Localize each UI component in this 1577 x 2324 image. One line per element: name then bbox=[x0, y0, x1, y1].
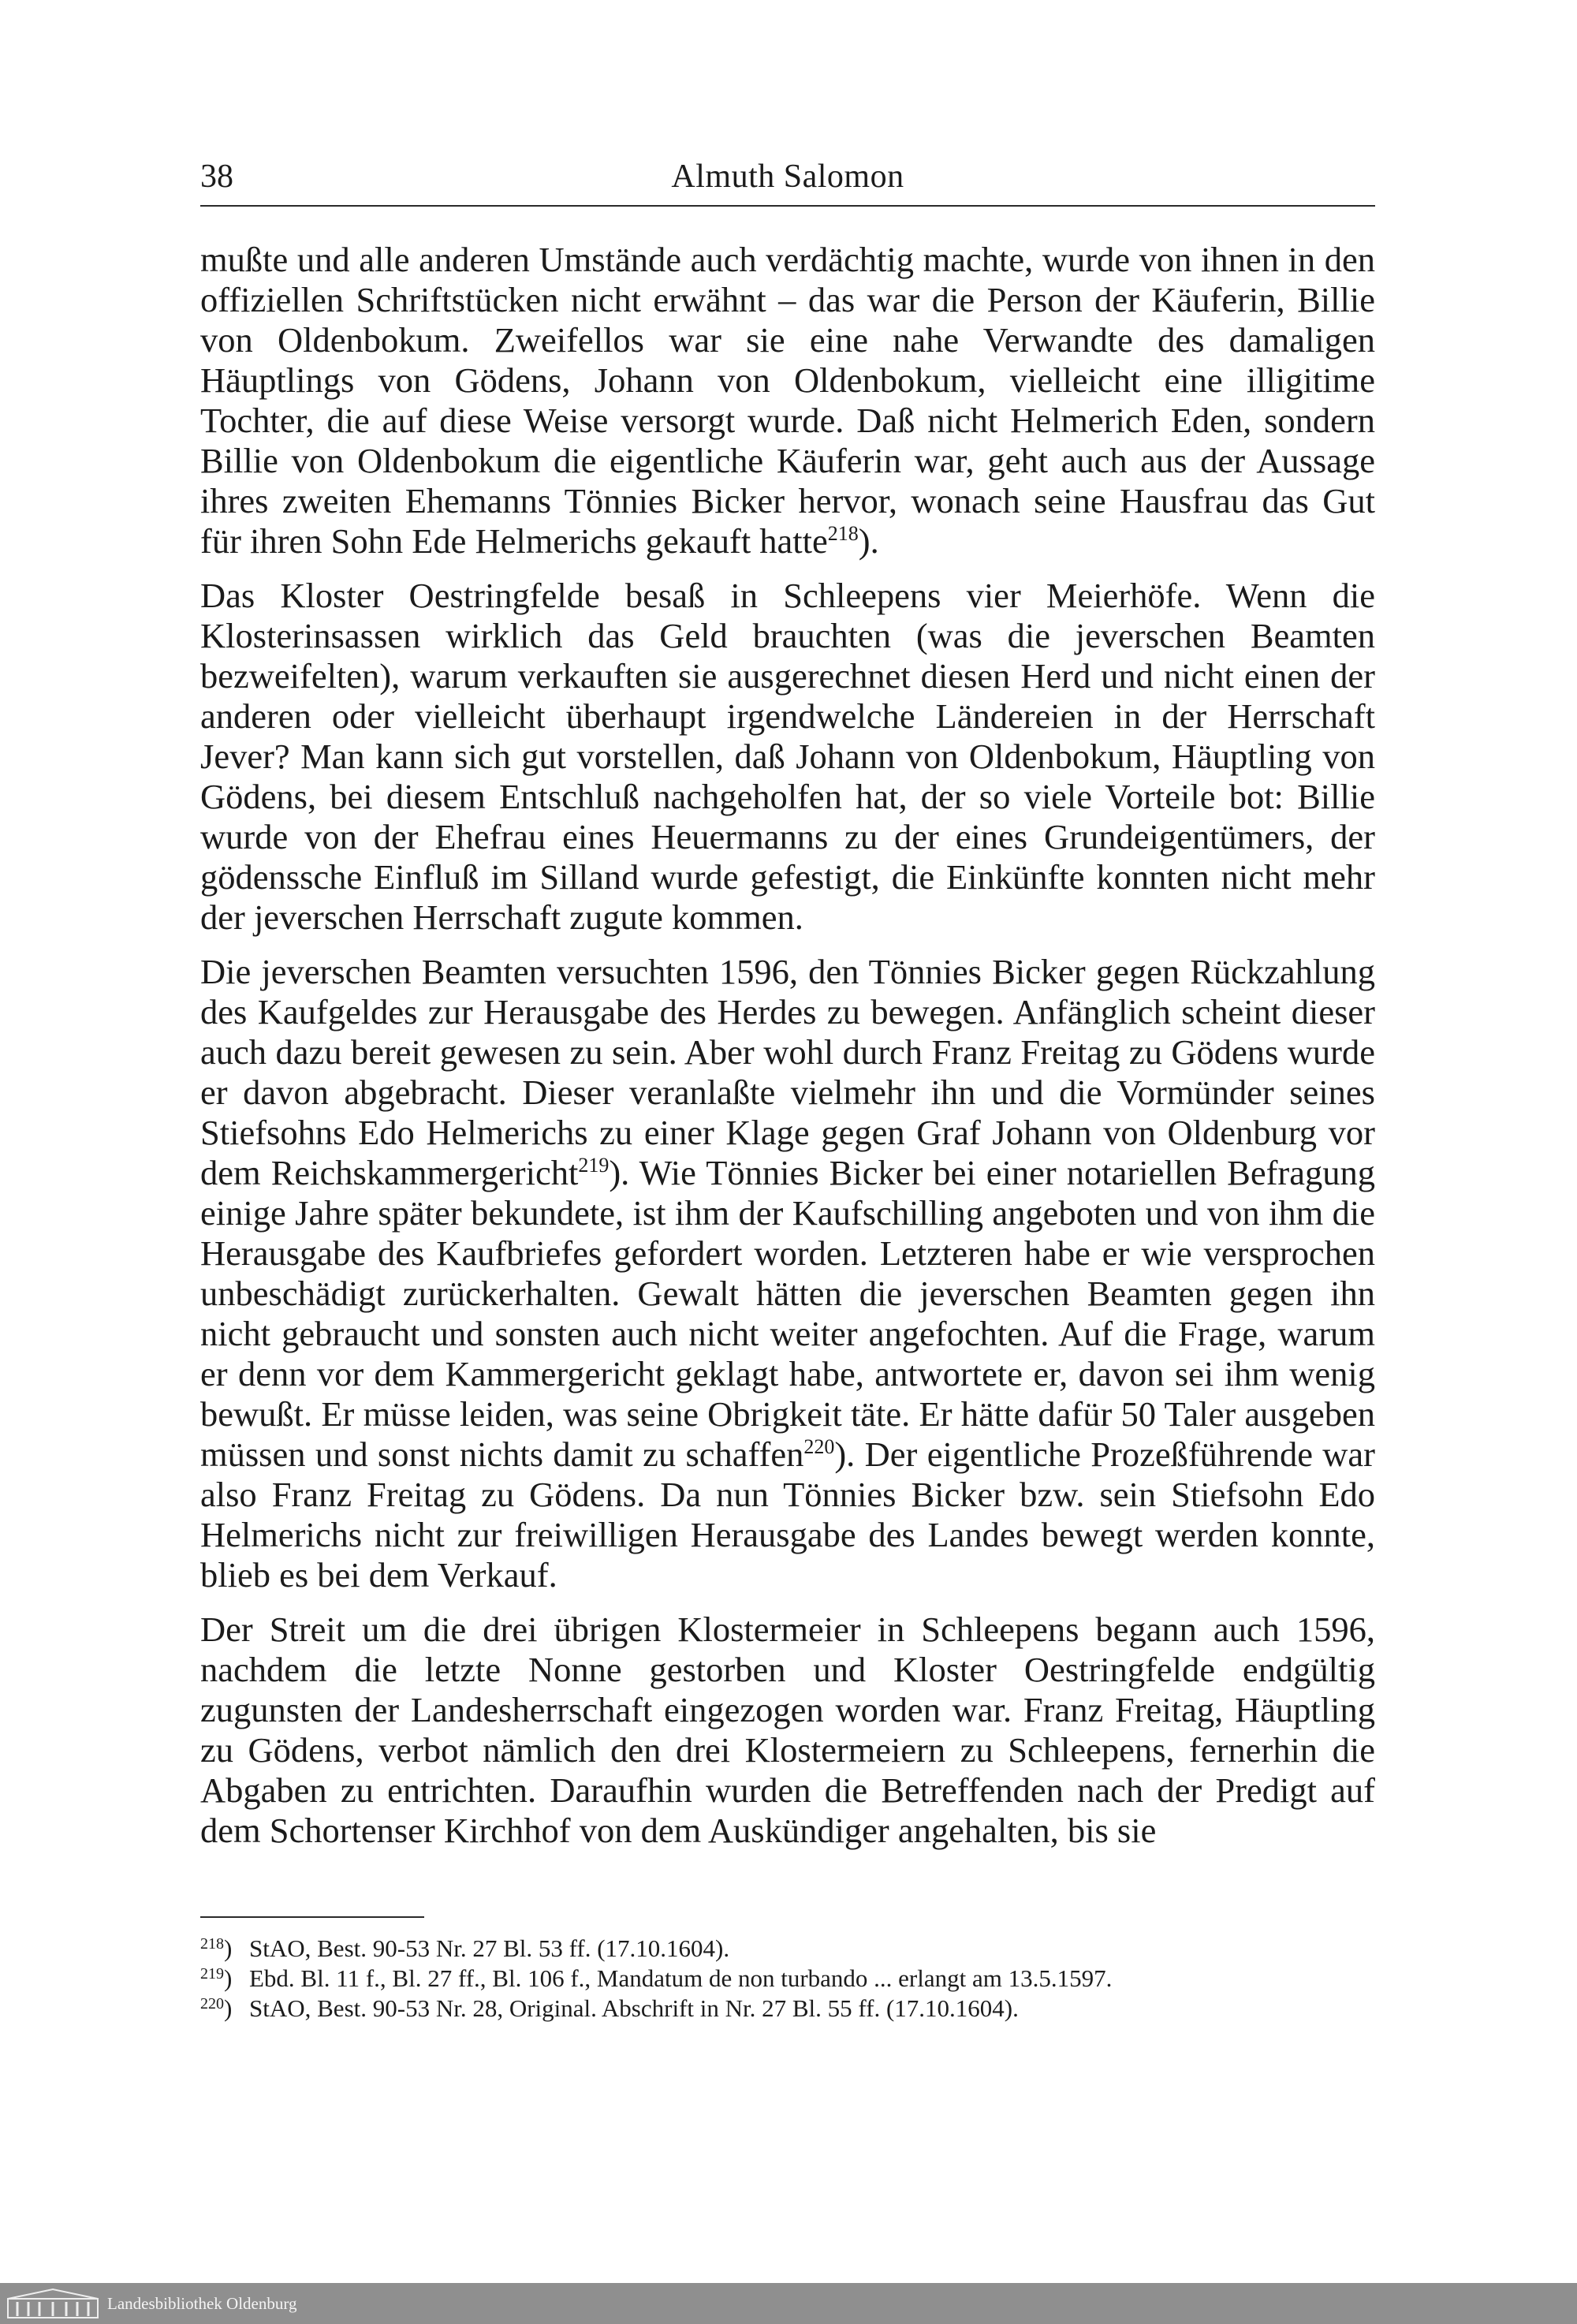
paragraph-2-text: Das Kloster Oestringfelde besaß in Schleepens vier Meierhöfe. Wenn die Klosterinsassen wirklich das Geld brauchten (was die jeverschen Beamten bezweifelten), warum verkauften sie ausgerechnet diesen Herd und nicht einen der anderen oder vielleicht überhaupt irgendwelche Ländereien in der Herrschaft Jever? Man kann sich gut vorstellen, daß Johann von Oldenbokum, Häuptling von Gödens, bei diesem Entschluß nachgeholfen hat, der so viele Vorteile bot: Billie wurde von der Ehefrau eines Heuermanns zu der eines Grundeigentümers, der gödenssche Einfluß im Silland wurde gefestigt, die Einkünfte konnten nicht mehr der jeverschen Herrschaft zugute kommen. bbox=[200, 576, 1375, 937]
library-building-icon bbox=[6, 2288, 99, 2319]
paragraph-1-text: mußte und alle anderen Umstände auch verdächtig machte, wurde von ihnen in den offiziellen Schriftstücken nicht erwähnt – das war die Person der Käuferin, Billie von Oldenbokum. Zweifellos war sie eine nahe Verwandte des damaligen Häuptlings von Gödens, Johann von Oldenbokum, vielleicht eine illigitime Tochter, die auf diese Weise versorgt wurde. Daß nicht Helmerich Eden, sondern Billie von Oldenbokum die eigentliche Käuferin war, geht auch aus der Aussage ihres zweiten Ehemanns Tönnies Bicker hervor, wonach seine Hausfrau das Gut für ihren Sohn Ede Helmerichs gekauft hatte bbox=[200, 240, 1375, 561]
running-head: Almuth Salomon bbox=[671, 159, 904, 195]
footnote-text: StAO, Best. 90-53 Nr. 27 Bl. 53 ff. (17.10.1604). bbox=[249, 1934, 730, 1962]
paragraph-3 bbox=[200, 952, 1375, 1595]
paragraph-3-text-c: ). Der eigentliche Prozeßführende war also Franz Freitag zu Gödens. Da nun Tönnies Bicker bzw. sein Stiefsohn Edo Helmerichs nicht zur freiwilligen Herausgabe des Landes bewegt werden konnte, blieb es bei dem Verkauf. bbox=[200, 1434, 1376, 1595]
page-number: 38 bbox=[200, 159, 233, 195]
footnote-number: $^{220}$) bbox=[200, 1994, 233, 2022]
footnote-number: $^{219}$) bbox=[200, 1964, 233, 1992]
footnote-219 bbox=[200, 1964, 1375, 1994]
library-name: Landesbibliothek Oldenburg bbox=[107, 2294, 297, 2313]
footnote-text: StAO, Best. 90-53 Nr. 28, Original. Abschrift in Nr. 27 Bl. 55 ff. (17.10.1604). bbox=[249, 1994, 1019, 2022]
footnote-218 bbox=[200, 1934, 1375, 1964]
paragraph-2 bbox=[200, 576, 1375, 938]
footnote-ref-220: 220 bbox=[803, 1435, 835, 1458]
paragraph-3-text-a: Die jeverschen Beamten versuchten 1596, den Tönnies Bicker gegen Rückzahlung des Kaufgeldes zur Herausgabe des Herdes zu bewegen. Anfänglich scheint dieser auch dazu bereit gewesen zu sein. Aber wohl durch Franz Freitag zu Gödens wurde er davon abgebracht. Dieser veranlaßte vielmehr ihn und die Vormünder seines Stiefsohns Edo Helmerichs zu einer Klage gegen Graf Johann von Oldenburg vor dem Reichskammergericht bbox=[200, 952, 1375, 1192]
footnote-ref-218: 218 bbox=[827, 522, 859, 545]
library-footer-bar bbox=[0, 2283, 1577, 2324]
footnotes bbox=[200, 1934, 1375, 2024]
footnote-text: Ebd. Bl. 11 f., Bl. 27 ff., Bl. 106 f., Mandatum de non turbando ... erlangt am 13.5.1597. bbox=[249, 1964, 1113, 1992]
paragraph-3-text-b: ). Wie Tönnies Bicker bei einer notariellen Befragung einige Jahre später bekundete, ist ihm der Kaufschilling angeboten und von ihm die Herausgabe des Kaufbriefes gefordert worden. Letzteren habe er wie versprochen unbeschädigt zurückerhalten. Gewalt hätten die jeverschen Beamten gegen ihn nicht gebraucht und sonsten auch nicht weiter angefochten. Auf die Frage, warum er denn vor dem Kammergericht geklagt habe, antwortete er, davon sei ihm wenig bewußt. Er müsse leiden, was seine Obrigkeit täte. Er hätte dafür 50 Taler ausgeben müssen und sonst nichts damit zu schaffen bbox=[200, 1153, 1375, 1474]
footnote-number: $^{218}$) bbox=[200, 1934, 233, 1962]
body-text bbox=[200, 240, 1375, 1865]
paragraph-1 bbox=[200, 240, 1375, 561]
paragraph-4-text: Der Streit um die drei übrigen Klostermeier in Schleepens begann auch 1596, nachdem die letzte Nonne gestorben und Kloster Oestringfelde endgültig zugunsten der Landesherrschaft eingezogen worden war. Franz Freitag, Häuptling zu Gödens, verbot nämlich den drei Klostermeiern zu Schleepens, fernerhin die Abgaben zu entrichten. Daraufhin wurden die Betreffenden nach der Predigt auf dem Schortenser Kirchhof von dem Auskündiger angehalten, bis sie bbox=[200, 1610, 1375, 1850]
paragraph-1-tail: ). bbox=[858, 521, 879, 561]
page-header bbox=[200, 156, 1375, 207]
footnote-220 bbox=[200, 1994, 1375, 2024]
paragraph-4 bbox=[200, 1610, 1375, 1851]
footnote-ref-219: 219 bbox=[578, 1154, 610, 1177]
footnote-separator bbox=[200, 1916, 424, 1918]
